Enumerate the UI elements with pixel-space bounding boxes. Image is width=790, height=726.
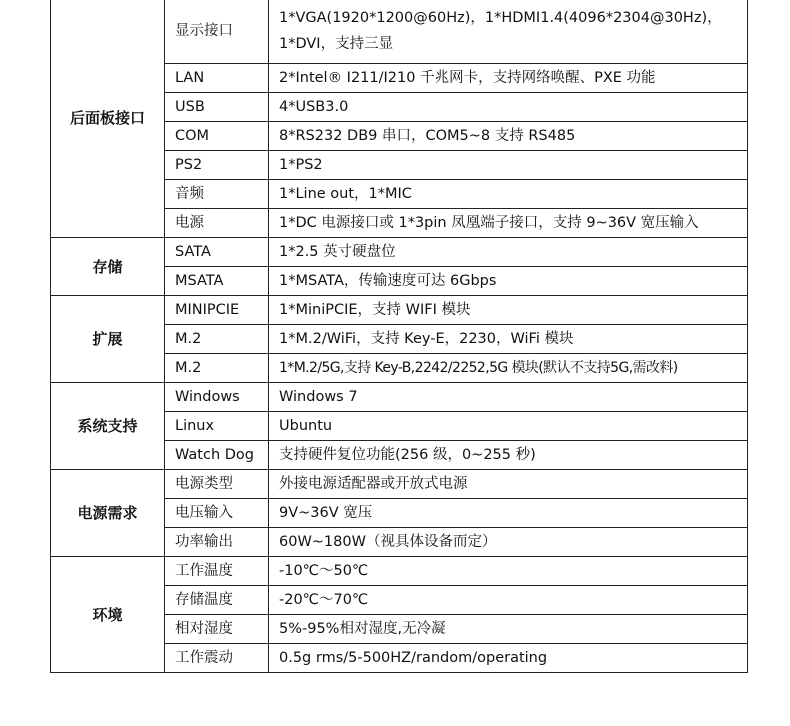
table-row xyxy=(51,296,748,325)
spec-label: 工作震动 xyxy=(165,644,269,673)
spec-label: 相对湿度 xyxy=(165,615,269,644)
spec-label: USB xyxy=(165,93,269,122)
spec-value: 支持硬件复位功能(256 级，0~255 秒) xyxy=(269,441,748,470)
spec-value: 1*VGA(1920*1200@60Hz)，1*HDMI1.4(4096*2304@30Hz)，1*DVI，支持三显 xyxy=(269,0,748,64)
spec-value: 9V~36V 宽压 xyxy=(269,499,748,528)
spec-value: 1*M.2/WiFi，支持 Key-E，2230，WiFi 模块 xyxy=(269,325,748,354)
category-cell-environment: 环境 xyxy=(51,557,165,673)
spec-value: 1*MSATA，传输速度可达 6Gbps xyxy=(269,267,748,296)
category-cell-rear-panel: 后面板接口 xyxy=(51,0,165,238)
spec-value: 4*USB3.0 xyxy=(269,93,748,122)
spec-label: 电源 xyxy=(165,209,269,238)
spec-value: 60W~180W（视具体设备而定） xyxy=(269,528,748,557)
spec-value: 1*Line out，1*MIC xyxy=(269,180,748,209)
spec-table xyxy=(50,0,748,673)
spec-label: PS2 xyxy=(165,151,269,180)
category-cell-power: 电源需求 xyxy=(51,470,165,557)
spec-value: 1*2.5 英寸硬盘位 xyxy=(269,238,748,267)
table-row xyxy=(51,470,748,499)
category-cell-storage: 存储 xyxy=(51,238,165,296)
spec-label: 电压输入 xyxy=(165,499,269,528)
spec-label: Watch Dog xyxy=(165,441,269,470)
spec-value: 0.5g rms/5-500HZ/random/operating xyxy=(269,644,748,673)
table-row xyxy=(51,383,748,412)
spec-label: Windows xyxy=(165,383,269,412)
spec-table-body xyxy=(51,0,748,673)
category-cell-expansion: 扩展 xyxy=(51,296,165,383)
spec-label: 工作温度 xyxy=(165,557,269,586)
table-row xyxy=(51,557,748,586)
table-row xyxy=(51,0,748,64)
spec-value: 8*RS232 DB9 串口，COM5~8 支持 RS485 xyxy=(269,122,748,151)
spec-value: Ubuntu xyxy=(269,412,748,441)
table-row xyxy=(51,238,748,267)
spec-value: -20℃～70℃ xyxy=(269,586,748,615)
spec-label: 功率输出 xyxy=(165,528,269,557)
spec-label: 音频 xyxy=(165,180,269,209)
spec-label: COM xyxy=(165,122,269,151)
spec-value: 1*MiniPCIE，支持 WIFI 模块 xyxy=(269,296,748,325)
spec-label: MSATA xyxy=(165,267,269,296)
spec-value: 外接电源适配器或开放式电源 xyxy=(269,470,748,499)
spec-value: Windows 7 xyxy=(269,383,748,412)
spec-value: 1*PS2 xyxy=(269,151,748,180)
spec-value: 1*DC 电源接口或 1*3pin 凤凰端子接口，支持 9~36V 宽压输入 xyxy=(269,209,748,238)
spec-value: 5%-95%相对湿度,无冷凝 xyxy=(269,615,748,644)
spec-label: M.2 xyxy=(165,354,269,383)
spec-value: -10℃～50℃ xyxy=(269,557,748,586)
spec-label: MINIPCIE xyxy=(165,296,269,325)
category-cell-os-support: 系统支持 xyxy=(51,383,165,470)
spec-label: M.2 xyxy=(165,325,269,354)
spec-label: LAN xyxy=(165,64,269,93)
spec-label: 存储温度 xyxy=(165,586,269,615)
spec-value: 1*M.2/5G,支持 Key-B,2242/2252,5G 模块(默认不支持5G,需改料) xyxy=(269,354,748,383)
spec-label: Linux xyxy=(165,412,269,441)
spec-label: 电源类型 xyxy=(165,470,269,499)
spec-label: SATA xyxy=(165,238,269,267)
spec-value: 2*Intel® I211/I210 千兆网卡，支持网络唤醒、PXE 功能 xyxy=(269,64,748,93)
spec-label: 显示接口 xyxy=(165,0,269,64)
